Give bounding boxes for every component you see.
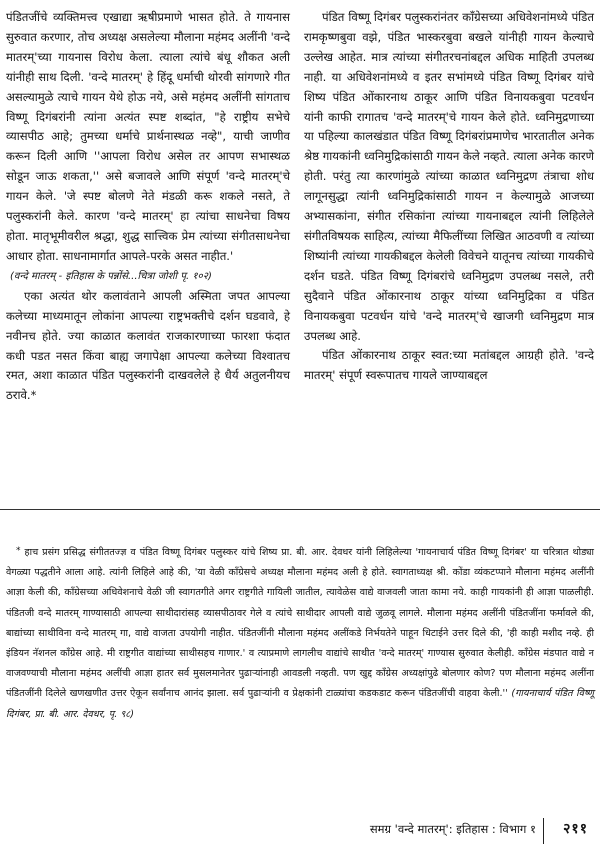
right-text-column xyxy=(304,8,594,386)
left-paragraph-2: एका अत्यंत थोर कलावंताने आपली अस्मिता जपत आपल्या कलेच्या माध्यमातून लोकांना आपल्या राष्ट्रभक्तीचे दर्शन घडवावे, हे नवीनच होते. ज्या काळात कलावंत राजकारणाच्या फारशा फंदात कधी पडत नसत किंवा बाह्य जगापेक्षा आपल्या कलेच्या विश्वातच रमत, अशा काळात पंडित पलुस्करांनी दाखवलेले हे धैर्य अतुलनीयच ठरावे.* xyxy=(6,288,290,403)
page-number: २११ xyxy=(563,821,588,837)
running-title: समग्र 'वन्दे मातरम्': इतिहास : विभाग १ xyxy=(369,822,536,836)
footnote-text: हाच प्रसंग प्रसिद्ध संगीततज्ज्ञ व पंडित विष्णू दिगंबर पलुस्कर यांचे शिष्य प्रा. बी. आर. देवधर यांनी लिहिलेल्या 'गायनाचार्य पंडित विष्णू दिगंबर' या चरित्रात थोड्या वेगळ्या पद्धतीने आला आहे. त्यांनी लिहिले आहे की, 'या वेळी काँग्रेसचे अध्यक्ष मौलाना महंमद अली हे होते. स्वागताध्यक्ष श्री. कोंडा व्यंकटप्पाने मौलाना महंमद अलींनी आज्ञा केली की, काँग्रेसच्या अधिवेशनाचे वेळी जी स्वागतगीते अगर राष्ट्रगीते गायिली जातील, त्यावेळेस वाद्ये वाजवली जाता कामा नये. काही गायकांनी ही आज्ञा पाळलीही. पंडितजी वन्दे मातरम् गाण्यासाठी आपल्या साथीदारांसह व्यासपीठावर गेले व त्यांचे साथीदार आपली वाद्ये जुळवू लागले. मौलाना महंमद अलींनी पंडितजींना फर्मावले की, बाद्यांच्या साथीविना वन्दे मातरम् गा, वाद्ये वाजता उपयोगी नाहीत. पंडितजींनी मौलाना महंमद अलींकडे निर्भयतेने पाहून धिटाईने उत्तर दिले की, 'ही काही मशीद नव्हे. ही इंडियन नॅशनल काँग्रेस आहे. मी राष्ट्रगीत वाद्यांच्या साथीसहच गाणार.' व त्याप्रमाणे लागलीच वाद्यांचे साथीत 'वन्दे मातरम्' गाण्यास सुरुवात केलीही. काँग्रेस मंडपात वाद्ये न वाजवण्याची मौलाना महंमद अलींची आज्ञा हातर सर्व मुसलमानेतर पुढाऱ्यांनाही आवडली नव्हती. पण खुद्द काँग्रेस अध्यक्षांपुढे बोलणार कोण? पण मौलाना महंमद अलींना पंडितजींनी दिलेले खणखणीत उत्तर ऐकून सर्वांनाच आनंद झाला. सर्व पुढाऱ्यांनी व प्रेक्षकांनी टाळ्यांचा कडकडाट करून पंडितजींची वाहवा केली.'' xyxy=(6,547,594,700)
left-citation: (वन्दे मातरम् - इतिहास के पन्नोंसे...चित्रा जोशी पृ. १०२) xyxy=(10,270,212,282)
footnote-paragraph xyxy=(6,541,594,725)
footnote-marker: * xyxy=(16,546,21,556)
footnote-citation: (गायनाचार्य पंडित विष्णू दिगंबर, प्रा. बी. आर. देवधर, पृ. ९८) xyxy=(6,688,594,720)
left-paragraph-1: पंडितजींचे व्यक्तिमत्त्व एखाद्या ऋषीप्रमाणे भासत होते. ते गायनास सुरुवात करणार, तोच अध्यक्ष असलेल्या मौलाना महंमद अलींनी 'वन्दे मातरम्'च्या गायनास विरोध केला. त्याला त्यांचे बंधू शौकत अली यांनीही साथ दिली. 'वन्दे मातरम्' हे हिंदू धर्माची थोरवी सांगणारे गीत असल्यामुळे त्याचे गायन येथे होऊ नये, असे महंमद अलींनी सांगताच विष्णू दिगंबरांनी त्यांना अत्यंत स्पष्ट शब्दांत, "हे राष्ट्रीय सभेचे व्यासपीठ आहे; तुमच्या धर्माचे प्रार्थनास्थळ नव्हे", याची जाणीव करून दिली आणि ''आपला विरोध असेल तर आपण सभास्थळ सोडून जाऊ शकता,'' असे बजावले आणि संपूर्ण 'वन्दे मातरम्'चे गायन केले. 'जे स्पष्ट बोलणे नेते मंडळी करू शकले नसते, ते पलुस्करांनी केले. कारण 'वन्दे मातरम्' हा त्यांचा साधनेचा विषय होता. मातृभूमीवरील श्रद्धा, शुद्ध सात्त्विक प्रेम त्यांच्या संगीतसाधनेचा आधार होता. साधनामार्गात आपले-परके असत नाहीत.' xyxy=(6,10,290,263)
right-paragraph-2: पंडित ओंकारनाथ ठाकूर स्वत:च्या मतांबद्दल आग्रही होते. 'वन्दे मातरम्' संपूर्ण स्वरूपातच गायले जाण्याबद्दल xyxy=(304,348,594,383)
footer-divider xyxy=(543,818,544,844)
footnote xyxy=(6,541,594,725)
footnote-separator xyxy=(0,509,600,510)
page-footer xyxy=(0,818,588,842)
right-paragraph-1: पंडित विष्णू दिगंबर पलुस्करांनंतर काँग्रेसच्या अधिवेशनांमध्ये पंडित रामकृष्णबुवा वझे, पंडित भास्करबुवा बखले यांनीही गायन केल्याचे उल्लेख आहेत. मात्र त्यांच्या संगीतरचनांबद्दल अधिक माहिती उपलब्ध नाही. या अधिवेशनांमध्ये व इतर सभांमध्ये पंडित विष्णू दिगंबर यांचे शिष्य पंडित ओंकारनाथ ठाकूर आणि पंडित विनायकबुवा पटवर्धन यांनी काफी रागातच 'वन्दे मातरम्'चे गायन केले होते. ध्वनिमुद्रणाच्या या पहिल्या कालखंडात पंडित विष्णू दिगंबरांप्रमाणेच भारतातील अनेक श्रेष्ठ गायकांनी ध्वनिमुद्रिकांसाठी गायन केले नव्हते. त्याला अनेक कारणे होती. परंतु त्या कारणांमुळे त्यांच्या काळात ध्वनिमुद्रण तंत्राचा शोध लागूनसुद्धा त्यांनी ध्वनिमुद्रिकांसाठी गायन न केल्यामुळे आजच्या अभ्यासकांना, संगीत रसिकांना त्यांच्या गायनाबद्दल त्यांनी लिहिलेले संगीतविषयक साहित्य, त्यांच्या मैफिलींच्या लिखित आठवणी व त्यांच्या शिष्यांनी त्यांच्या गायकीबद्दल केलेली विवेचने यातूनच त्यांच्या गायकीचे दर्शन घडते. पंडित विष्णू दिगंबरांचे ध्वनिमुद्रण उपलब्ध नसले, तरी सुदैवाने पंडित ओंकारनाथ ठाकूर यांच्या ध्वनिमुद्रिका व पंडित विनायकबुवा पटवर्धन यांचे 'वन्दे मातरम्'चे खाजगी ध्वनिमुद्रण मात्र उपलब्ध आहे. xyxy=(304,10,594,343)
left-text-column xyxy=(6,8,290,406)
